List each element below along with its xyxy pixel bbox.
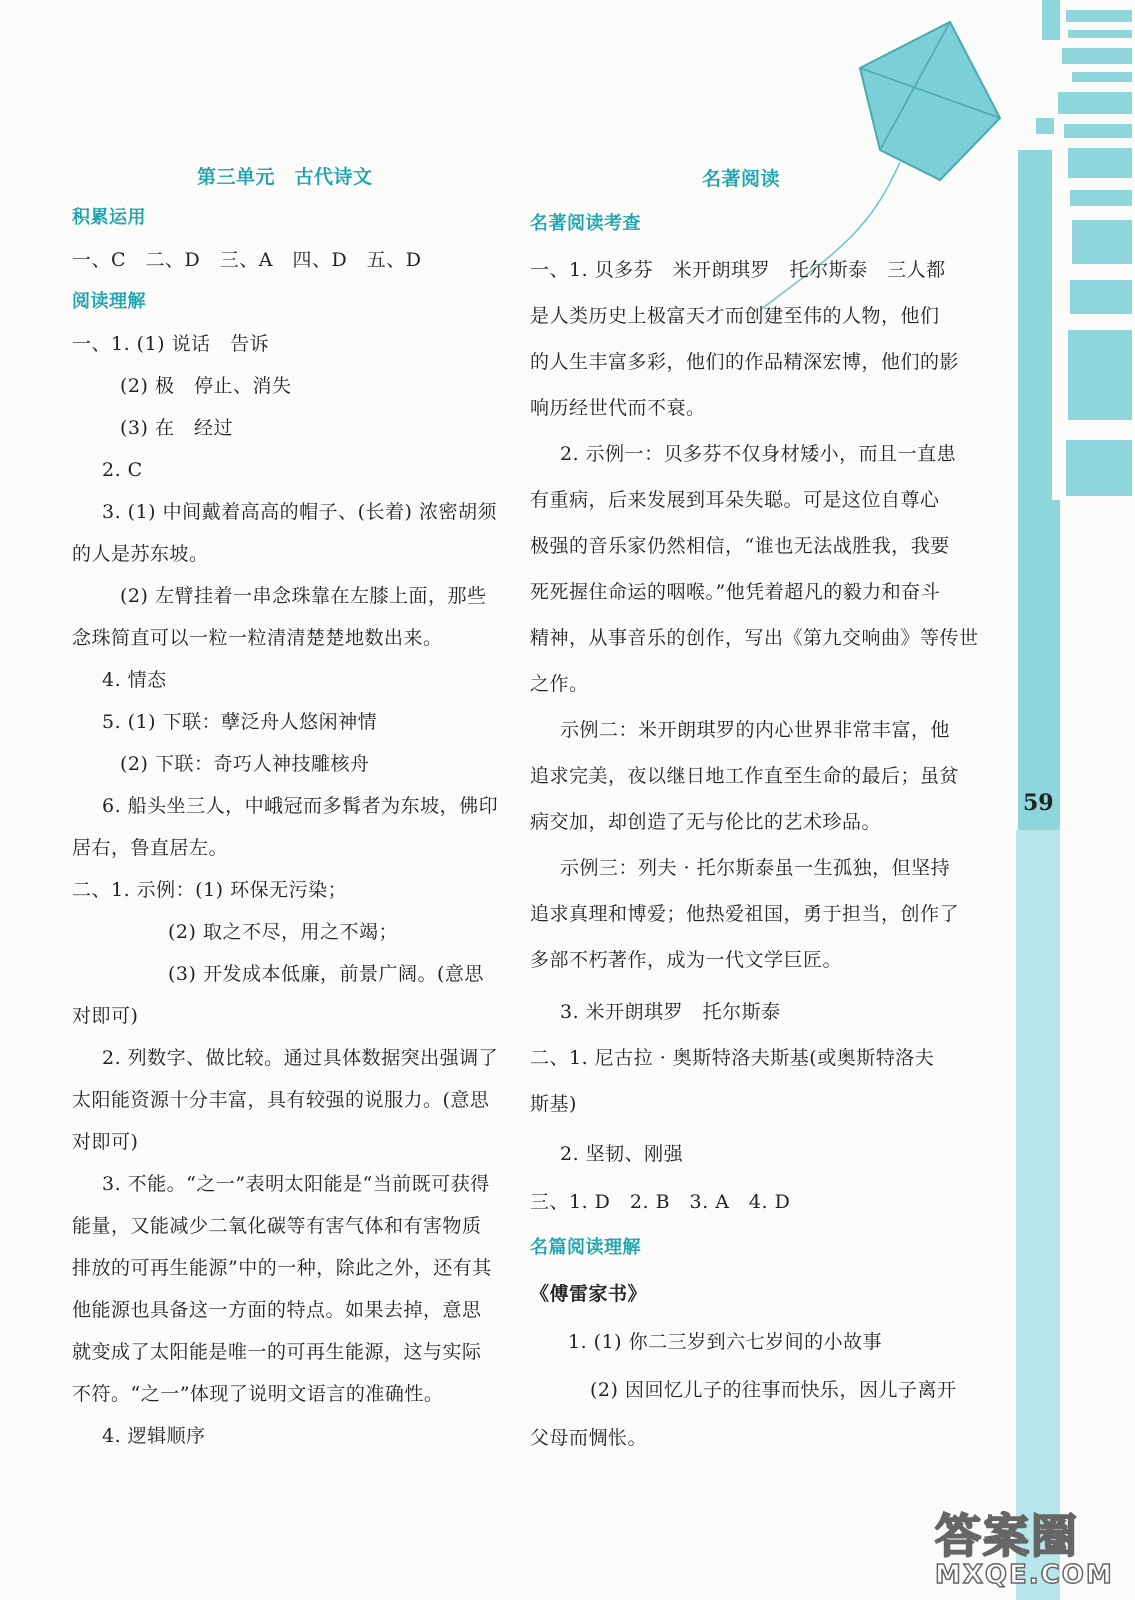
left-line: 二、1. 示例：(1) 环保无污染； bbox=[72, 879, 348, 901]
left-line: (2) 下联：奇巧人神技雕核舟 bbox=[120, 753, 370, 775]
left-line: 一、1. (1) 说话 告诉 bbox=[72, 333, 270, 355]
left-line: 2. 列数字、做比较。通过具体数据突出强调了 bbox=[102, 1047, 499, 1069]
left-line: 能量，又能减少二氧化碳等有害气体和有害物质 bbox=[72, 1215, 482, 1237]
right-line: 三、1. D 2. B 3. A 4. D bbox=[530, 1191, 791, 1213]
left-title: 第三单元 古代诗文 bbox=[197, 166, 373, 188]
right-line: 二、1. 尼古拉 · 奥斯特洛夫斯基(或奥斯特洛夫 bbox=[530, 1047, 935, 1069]
left-line: 对即可) bbox=[72, 1005, 139, 1027]
right-line: 有重病，后来发展到耳朵失聪。可是这位自尊心 bbox=[530, 489, 940, 511]
right-line: 是人类历史上极富天才而创建至伟的人物，他们 bbox=[530, 305, 940, 327]
right-line: 响历经世代而不衰。 bbox=[530, 397, 706, 419]
right-line: 2. 坚韧、刚强 bbox=[560, 1143, 684, 1165]
left-line: (3) 开发成本低廉，前景广阔。(意思 bbox=[168, 963, 484, 985]
right-line: 3. 米开朗琪罗 托尔斯泰 bbox=[560, 1001, 781, 1023]
left-line: 2. C bbox=[102, 459, 143, 481]
right-line: 死死握住命运的咽喉。”他凭着超凡的毅力和奋斗 bbox=[530, 581, 941, 603]
left-line: 排放的可再生能源”中的一种，除此之外，还有其 bbox=[72, 1257, 492, 1279]
right-line: 名著阅读考查 bbox=[530, 213, 641, 234]
right-line: 示例二：米开朗琪罗的内心世界非常丰富，他 bbox=[560, 719, 951, 741]
watermark bbox=[935, 1500, 1125, 1595]
left-line: 5. (1) 下联：孽泛舟人悠闲神情 bbox=[102, 711, 378, 733]
kite-shape bbox=[860, 22, 1000, 180]
watermark-url: MXQE.COM bbox=[935, 1560, 1114, 1590]
left-line: 的人是苏东坡。 bbox=[72, 543, 209, 565]
left-line: 阅读理解 bbox=[72, 291, 146, 312]
left-line: 对即可) bbox=[72, 1131, 139, 1153]
left-line: 3. 不能。“之一”表明太阳能是“当前既可获得 bbox=[102, 1173, 490, 1195]
right-line: 追求完美，夜以继日地工作直至生命的最后；虽贫 bbox=[530, 765, 960, 787]
right-line: (2) 因回忆儿子的往事而快乐，因儿子离开 bbox=[590, 1379, 957, 1401]
page-number: 59 bbox=[1023, 790, 1054, 816]
watermark-text: 答案圈 bbox=[935, 1509, 1079, 1563]
left-line: 积累运用 bbox=[72, 207, 146, 228]
right-line: 1. (1) 你二三岁到六七岁间的小故事 bbox=[568, 1331, 883, 1353]
right-line: 示例三：列夫 · 托尔斯泰虽一生孤独，但坚持 bbox=[560, 857, 951, 879]
left-line: 他能源也具备这一方面的特点。如果去掉，意思 bbox=[72, 1299, 482, 1321]
right-line: 父母而惆怅。 bbox=[530, 1427, 648, 1449]
right-line: 极强的音乐家仍然相信，“谁也无法战胜我，我要 bbox=[530, 535, 950, 557]
left-line: 6. 船头坐三人，中峨冠而多髯者为东坡，佛印 bbox=[102, 795, 499, 817]
left-line: (2) 取之不尽，用之不竭； bbox=[168, 921, 398, 943]
left-line: 4. 逻辑顺序 bbox=[102, 1425, 206, 1447]
right-line: 追求真理和博爱；他热爱祖国，勇于担当，创作了 bbox=[530, 903, 960, 925]
left-line: 3. (1) 中间戴着高高的帽子、(长着) 浓密胡须 bbox=[102, 501, 497, 523]
left-line: 一、C 二、D 三、A 四、D 五、D bbox=[72, 249, 422, 271]
right-line: 之作。 bbox=[530, 673, 589, 695]
left-line: (2) 极 停止、消失 bbox=[120, 375, 292, 397]
left-line: 太阳能资源十分丰富，具有较强的说服力。(意思 bbox=[72, 1089, 490, 1111]
left-line: (3) 在 经过 bbox=[120, 417, 233, 439]
left-line: 就变成了太阳能是唯一的可再生能源，这与实际 bbox=[72, 1341, 482, 1363]
right-line: 斯基) bbox=[530, 1093, 577, 1115]
right-line: 的人生丰富多彩，他们的作品精深宏博，他们的影 bbox=[530, 351, 960, 373]
right-line: 病交加，却创造了无与伦比的艺术珍品。 bbox=[530, 811, 882, 833]
left-line: (2) 左臂挂着一串念珠靠在左膝上面，那些 bbox=[120, 585, 487, 607]
left-line: 居右，鲁直居左。 bbox=[72, 837, 229, 859]
right-line: 精神，从事音乐的创作，写出《第九交响曲》等传世 bbox=[530, 627, 979, 649]
left-line: 不符。“之一”体现了说明文语言的准确性。 bbox=[72, 1383, 444, 1405]
right-title: 名著阅读 bbox=[702, 168, 781, 190]
left-line: 4. 情态 bbox=[102, 669, 167, 691]
right-line: 多部不朽著作，成为一代文学巨匠。 bbox=[530, 949, 843, 971]
right-line: 2. 示例一：贝多芬不仅身材矮小，而且一直患 bbox=[560, 443, 957, 465]
left-line: 念珠简直可以一粒一粒清清楚楚地数出来。 bbox=[72, 627, 443, 649]
right-line: 名篇阅读理解 bbox=[530, 1237, 641, 1258]
right-line: 《傅雷家书》 bbox=[530, 1283, 648, 1305]
right-line: 一、1. 贝多芬 米开朗琪罗 托尔斯泰 三人都 bbox=[530, 259, 946, 281]
